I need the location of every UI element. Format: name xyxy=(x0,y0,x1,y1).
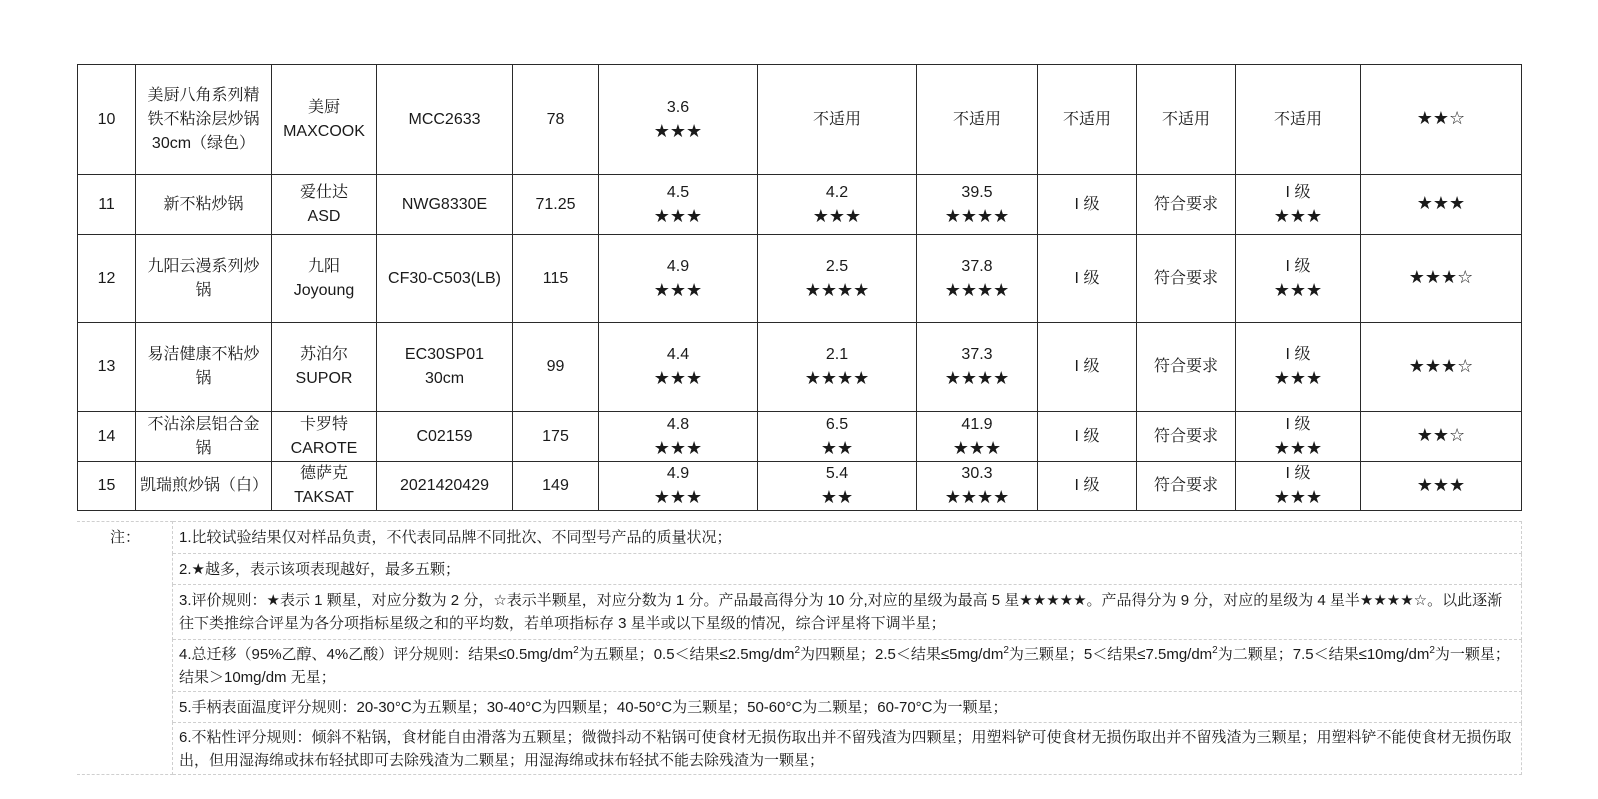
cell-no: 11 xyxy=(78,175,136,235)
superscript: 2 xyxy=(1429,644,1435,656)
cell-score-3 xyxy=(917,412,1038,462)
star-rating: ★★★ xyxy=(1273,437,1323,459)
brand-line: CAROTE xyxy=(290,439,358,457)
cell-product-name xyxy=(136,412,272,462)
star-rating: ★★★★ xyxy=(944,279,1010,301)
brand-line: 苏泊尔 xyxy=(299,346,348,363)
star-rating: ★★★ xyxy=(653,120,703,142)
score-value: 3.6 xyxy=(666,98,690,116)
note-4-part: 4.总迁移（95%乙醇、4%乙酸）评分规则：结果≤0.5mg/dm xyxy=(179,645,574,663)
cell-overall xyxy=(1361,462,1522,511)
cell-grade: I 级 xyxy=(1038,323,1137,412)
cell-score-1 xyxy=(599,65,758,175)
score-value: 37.8 xyxy=(961,257,993,275)
score-value: 2.1 xyxy=(825,346,849,363)
cell-overall xyxy=(1361,323,1522,412)
model-line: MCC2633 xyxy=(408,110,481,128)
cell-price: 71.25 xyxy=(513,175,599,235)
cell-score-3 xyxy=(917,323,1038,412)
score-value: I 级 xyxy=(1285,183,1311,201)
overall-star-rating: ★★★ xyxy=(1416,193,1466,214)
brand-line: 德萨克 xyxy=(299,465,348,482)
brand-line: 九阳 xyxy=(307,257,340,275)
cell-score-6 xyxy=(1236,462,1361,511)
cell-overall xyxy=(1361,412,1522,462)
brand-line: ASD xyxy=(307,207,341,225)
model-line: EC30SP01 xyxy=(404,346,485,363)
cell-score-3 xyxy=(917,175,1038,235)
cell-score-3 xyxy=(917,235,1038,323)
brand-line: TAKSAT xyxy=(294,489,354,506)
star-rating: ★★★ xyxy=(653,279,703,301)
cell-score-3 xyxy=(917,462,1038,511)
superscript: 2 xyxy=(573,644,579,656)
model-line: CF30-C503(LB) xyxy=(388,269,501,287)
cell-score-6 xyxy=(1236,323,1361,412)
cell-score-1 xyxy=(599,462,758,511)
cell-grade: 不适用 xyxy=(1038,65,1137,175)
note-6: 6.不粘性评分规则：倾斜不粘锅，食材能自由滑落为五颗星；微微抖动不粘锅可使食材无损伤取出并不留残渣为四颗星；用塑料铲可使食材无损伤取出并不留残渣为三颗星；用塑料铲不能使食材无损伤取出，但用湿海绵或抹布轻拭即可去除残渣为二颗星；用湿海绵或抹布轻拭不能去除残渣为一颗星； xyxy=(173,723,1522,775)
score-value: 4.4 xyxy=(666,346,690,363)
notes-table xyxy=(77,521,1522,775)
star-rating: ★★★★ xyxy=(944,368,1010,389)
note-3: 3.评价规则：★表示 1 颗星，对应分数为 2 分，☆表示半颗星，对应分数为 1 分。产品最高得分为 10 分,对应的星级为最高 5 星★★★★★。产品得分为 9 分，对应的星级为 4 星半★★★★☆。以此逐渐往下类推综合评星为各分项指标星级之和的平均数，若单项指标存 3 星半或以下星级的情况，综合评星将下调半星； xyxy=(173,585,1522,640)
score-value: 2.5 xyxy=(825,257,849,275)
cell-no: 10 xyxy=(78,65,136,175)
cell-compliance: 符合要求 xyxy=(1137,412,1236,462)
cell-price: 115 xyxy=(513,235,599,323)
brand-line: 美厨 xyxy=(307,98,340,116)
star-rating: ★★★★ xyxy=(944,205,1010,227)
product-name-line: 美厨八角系列精 xyxy=(147,86,260,104)
cell-price: 149 xyxy=(513,462,599,511)
table-row xyxy=(78,175,1522,235)
product-name-line: 易洁健康不粘炒 xyxy=(147,346,260,363)
cell-brand xyxy=(272,462,377,511)
cell-score-2 xyxy=(758,235,917,323)
score-value: 不适用 xyxy=(812,110,861,128)
model-line: NWG8330E xyxy=(401,195,488,213)
cell-score-6 xyxy=(1236,235,1361,323)
cell-no: 15 xyxy=(78,462,136,511)
product-name-line: 铁不粘涂层炒锅 xyxy=(147,110,260,128)
star-rating: ★★★ xyxy=(653,437,703,459)
cell-score-6 xyxy=(1236,175,1361,235)
model-line: C02159 xyxy=(416,427,473,445)
overall-star-rating: ★★★ xyxy=(1416,474,1466,496)
cell-no: 12 xyxy=(78,235,136,323)
cell-grade: I 级 xyxy=(1038,412,1137,462)
overall-star-rating: ★★☆ xyxy=(1416,425,1466,446)
cell-score-2 xyxy=(758,65,917,175)
brand-line: 卡罗特 xyxy=(299,415,348,433)
star-rating: ★★★ xyxy=(653,487,703,508)
product-name-line: 锅 xyxy=(195,281,212,299)
cell-no: 13 xyxy=(78,323,136,412)
cell-score-1 xyxy=(599,175,758,235)
score-value: 4.8 xyxy=(666,415,690,433)
product-name-line: 30cm（绿色） xyxy=(151,134,256,152)
cell-score-2 xyxy=(758,175,917,235)
table-row xyxy=(78,412,1522,462)
cell-compliance: 符合要求 xyxy=(1137,175,1236,235)
score-value: 不适用 xyxy=(952,110,1001,128)
score-value: 39.5 xyxy=(961,183,993,201)
product-name-line: 锅 xyxy=(195,370,212,387)
note-4-part: 为二颗星；7.5＜结果≤10mg/dm xyxy=(1217,645,1430,663)
table-row xyxy=(78,323,1522,412)
note-2: 2.★越多，表示该项表现越好，最多五颗； xyxy=(173,554,1522,585)
note-4 xyxy=(173,640,1522,692)
cell-overall xyxy=(1361,235,1522,323)
star-rating: ★★★ xyxy=(812,205,862,227)
cell-compliance: 符合要求 xyxy=(1137,462,1236,511)
cell-model xyxy=(377,235,513,323)
star-rating: ★★★★ xyxy=(804,368,870,389)
cell-grade: I 级 xyxy=(1038,235,1137,323)
overall-star-rating: ★★★☆ xyxy=(1408,267,1474,288)
table-row xyxy=(78,65,1522,175)
score-value: 6.5 xyxy=(825,415,849,433)
cell-score-2 xyxy=(758,412,917,462)
brand-line: MAXCOOK xyxy=(283,122,365,140)
superscript: 2 xyxy=(1212,644,1218,656)
cell-score-1 xyxy=(599,412,758,462)
cell-model xyxy=(377,412,513,462)
cell-brand xyxy=(272,323,377,412)
cell-brand xyxy=(272,175,377,235)
cell-brand xyxy=(272,412,377,462)
star-rating: ★★★ xyxy=(653,205,703,227)
cell-brand xyxy=(272,65,377,175)
score-value: I 级 xyxy=(1285,346,1311,363)
brand-line: SUPOR xyxy=(295,370,353,387)
cell-model xyxy=(377,175,513,235)
model-line: 30cm xyxy=(424,370,465,387)
cell-score-1 xyxy=(599,323,758,412)
star-rating: ★★ xyxy=(820,437,854,459)
star-rating: ★★★ xyxy=(1273,487,1323,508)
score-value: 不适用 xyxy=(1273,110,1322,128)
star-rating: ★★ xyxy=(820,487,854,508)
cell-grade: I 级 xyxy=(1038,175,1137,235)
cell-product-name xyxy=(136,462,272,511)
score-value: I 级 xyxy=(1285,465,1311,482)
cell-grade: I 级 xyxy=(1038,462,1137,511)
score-value: 37.3 xyxy=(961,346,993,363)
cell-score-2 xyxy=(758,462,917,511)
star-rating: ★★★ xyxy=(653,368,703,389)
star-rating: ★★★ xyxy=(1273,205,1323,227)
overall-star-rating: ★★☆ xyxy=(1416,108,1466,129)
score-value: I 级 xyxy=(1285,415,1311,433)
product-name-line: 锅 xyxy=(195,439,212,457)
brand-line: Joyoung xyxy=(293,281,355,299)
product-name-line: 凯瑞煎炒锅（白） xyxy=(140,477,269,494)
cell-compliance: 不适用 xyxy=(1137,65,1236,175)
score-value: 30.3 xyxy=(961,465,993,482)
cell-product-name xyxy=(136,235,272,323)
cell-brand xyxy=(272,235,377,323)
cell-score-6 xyxy=(1236,412,1361,462)
product-name-line: 不沾涂层铝合金 xyxy=(147,415,260,433)
cell-product-name xyxy=(136,175,272,235)
star-rating: ★★★★ xyxy=(804,279,870,301)
product-name-line: 新不粘炒锅 xyxy=(163,195,244,213)
cell-score-1 xyxy=(599,235,758,323)
note-4-part: 为三颗星；5＜结果≤7.5mg/dm xyxy=(1008,645,1213,663)
comparison-table xyxy=(77,64,1522,511)
star-rating: ★★★ xyxy=(952,437,1002,459)
cell-price: 175 xyxy=(513,412,599,462)
model-line: 2021420429 xyxy=(400,477,489,494)
cell-overall xyxy=(1361,65,1522,175)
cell-score-3 xyxy=(917,65,1038,175)
note-4-part: 为五颗星；0.5＜结果≤2.5mg/dm xyxy=(578,645,795,663)
star-rating: ★★★ xyxy=(1273,279,1323,301)
overall-star-rating: ★★★☆ xyxy=(1408,355,1474,377)
cell-no: 14 xyxy=(78,412,136,462)
cell-model xyxy=(377,323,513,412)
score-value: 5.4 xyxy=(825,465,849,482)
cell-product-name xyxy=(136,65,272,175)
note-5: 5.手柄表面温度评分规则：20-30°C为五颗星；30-40°C为四颗星；40-50°C为三颗星；50-60°C为二颗星；60-70°C为一颗星； xyxy=(173,692,1522,723)
note-4-part: 为一颗星；结果＞10mg/dm 无星； xyxy=(179,645,1510,686)
cell-compliance: 符合要求 xyxy=(1137,323,1236,412)
cell-product-name xyxy=(136,323,272,412)
cell-model xyxy=(377,462,513,511)
cell-model xyxy=(377,65,513,175)
note-4-part: 为四颗星；2.5＜结果≤5mg/dm xyxy=(800,645,1004,663)
notes-label: 注： xyxy=(78,522,173,775)
brand-line: 爱仕达 xyxy=(299,183,348,201)
score-value: 4.5 xyxy=(666,183,690,201)
table-row xyxy=(78,235,1522,323)
table-row xyxy=(78,462,1522,511)
score-value: 41.9 xyxy=(961,415,993,433)
cell-score-6 xyxy=(1236,65,1361,175)
cell-compliance: 符合要求 xyxy=(1137,235,1236,323)
score-value: I 级 xyxy=(1285,257,1311,275)
star-rating: ★★★ xyxy=(1273,368,1323,389)
score-value: 4.2 xyxy=(825,183,849,201)
product-name-line: 九阳云漫系列炒 xyxy=(147,257,260,275)
superscript: 2 xyxy=(794,644,801,656)
score-value: 4.9 xyxy=(666,257,690,275)
cell-price: 99 xyxy=(513,323,599,412)
superscript: 2 xyxy=(1003,644,1009,656)
cell-price: 78 xyxy=(513,65,599,175)
cell-score-2 xyxy=(758,323,917,412)
note-1: 1.比较试验结果仅对样品负责，不代表同品牌不同批次、不同型号产品的质量状况； xyxy=(173,522,1522,554)
score-value: 4.9 xyxy=(666,465,690,482)
cell-overall xyxy=(1361,175,1522,235)
star-rating: ★★★★ xyxy=(944,487,1010,508)
